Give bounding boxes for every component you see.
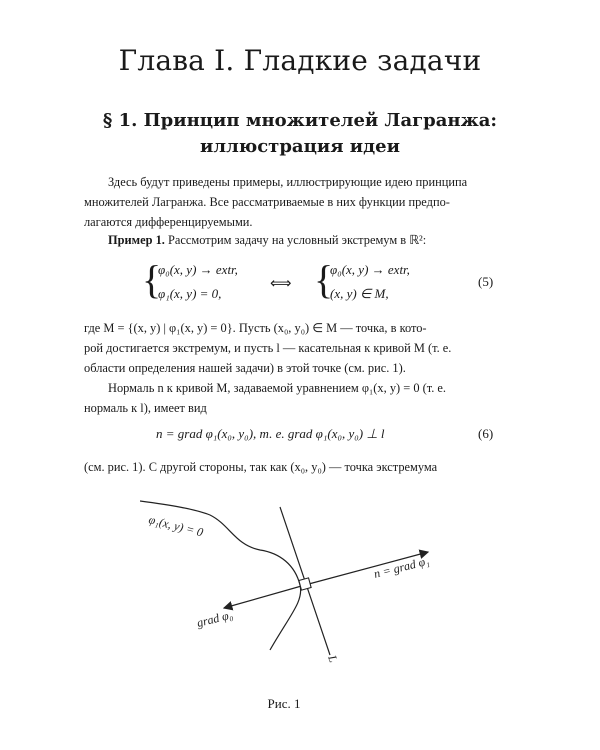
example-text: Рассмотрим задачу на условный экстремум в ℝ²: bbox=[168, 233, 427, 247]
example-line bbox=[84, 230, 500, 250]
left-system-line: φ₀(x, y) → extr, bbox=[158, 262, 238, 277]
intro-line: Здесь будут приведены примеры, иллюстрирующие идею принципа bbox=[108, 175, 468, 189]
right-system-line: φ₀(x, y) → extr, bbox=[330, 262, 410, 277]
manifold-line: рой достигается экстремум, и пусть l — касательная к кривой M (т. е. bbox=[84, 341, 452, 355]
equation-6 bbox=[156, 426, 385, 442]
right-brace: { bbox=[314, 257, 334, 302]
equation-number-6: (6) bbox=[478, 426, 494, 441]
section-title bbox=[60, 108, 540, 160]
section-title-line1: § 1. Принцип множителей Лагранжа: bbox=[102, 110, 498, 131]
equation-number-5: (5) bbox=[478, 274, 494, 289]
normal-line: нормаль к l), имеет вид bbox=[84, 401, 207, 415]
grad-phi0-label: grad φ₀ bbox=[195, 607, 235, 630]
tangent-label: L bbox=[325, 653, 341, 665]
chapter-title: Глава I. Гладкие задачи bbox=[118, 44, 482, 77]
normal-label: n = grad φ₁ bbox=[372, 553, 431, 581]
example-paragraph bbox=[84, 230, 500, 250]
paragraph-normal bbox=[84, 378, 500, 418]
equation-6-text: n = grad φ₁(x₀, y₀), т. е. grad φ₁(x₀, y₀) ⊥ l bbox=[156, 426, 385, 441]
section-title-line2: иллюстрация идеи bbox=[200, 136, 400, 157]
paragraph-last bbox=[84, 457, 500, 477]
equation-system-5 bbox=[142, 257, 508, 308]
intro-paragraph bbox=[84, 172, 500, 232]
right-angle-marker bbox=[299, 578, 311, 590]
last-line: (см. рис. 1). С другой стороны, так как (x₀, y₀) — точка экстремума bbox=[84, 460, 438, 474]
left-brace: { bbox=[142, 257, 162, 302]
curve-label: φ₁(x, y) = 0 bbox=[147, 512, 205, 540]
equivalence-symbol: ⟺ bbox=[270, 276, 292, 292]
paragraph-manifold bbox=[84, 318, 500, 378]
figure-1 bbox=[140, 495, 460, 665]
left-system-line: φ₁(x, y) = 0, bbox=[158, 286, 222, 301]
manifold-line: где M = {(x, y) | φ₁(x, y) = 0}. Пусть (x₀, y₀) ∈ M — точка, в кото- bbox=[84, 321, 427, 335]
intro-line: множителей Лагранжа. Все рассматриваемые в них функции предпо- bbox=[84, 195, 450, 209]
right-system-line: (x, y) ∈ M, bbox=[330, 286, 389, 301]
intro-line: лагаются дифференцируемыми. bbox=[84, 215, 253, 229]
example-label: Пример 1. bbox=[108, 233, 165, 247]
normal-line: Нормаль n к кривой M, задаваемой уравнением φ₁(x, y) = 0 (т. е. bbox=[108, 381, 447, 395]
manifold-line: области определения нашей задачи) в этой точке (см. рис. 1). bbox=[84, 361, 406, 375]
figure-caption: Рис. 1 bbox=[267, 696, 301, 711]
grad-phi0-vector bbox=[224, 585, 305, 608]
